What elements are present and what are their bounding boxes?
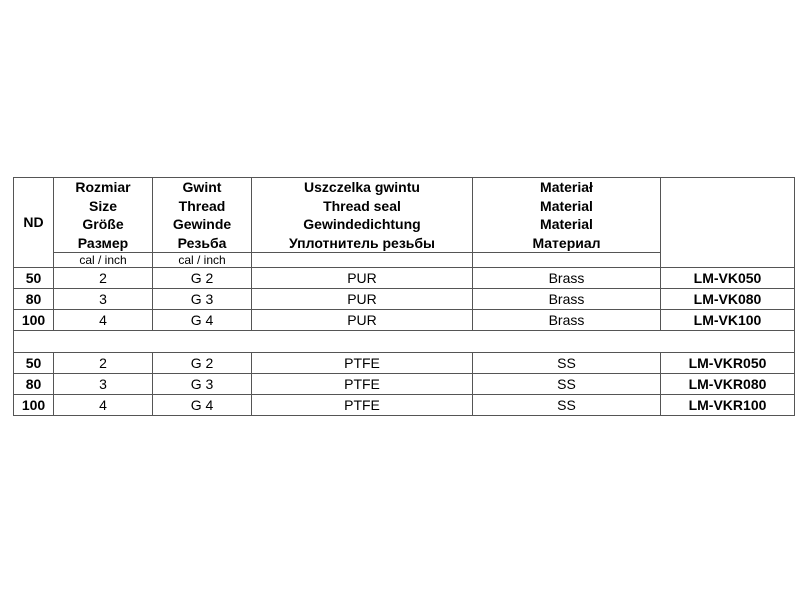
header-thread-seal: Uszczelka gwintu Thread seal Gewindedichtung Уплотнитель резьбы [252, 178, 473, 253]
cell-nd: 80 [14, 289, 54, 310]
header-size: Rozmiar Size Größe Размер [54, 178, 153, 253]
cell-code: LM-VKR050 [661, 353, 795, 374]
spacer-cell [14, 331, 795, 353]
cell-code: LM-VK100 [661, 310, 795, 331]
cell-code: LM-VK080 [661, 289, 795, 310]
header-row [14, 178, 795, 253]
cell-nd: 80 [14, 374, 54, 395]
cell-code: LM-VKR080 [661, 374, 795, 395]
cell-material: Brass [473, 289, 661, 310]
cell-nd: 100 [14, 395, 54, 416]
units-thread: cal / inch [153, 253, 252, 268]
cell-material: Brass [473, 310, 661, 331]
cell-seal: PTFE [252, 374, 473, 395]
cell-material: SS [473, 395, 661, 416]
table-row [14, 395, 795, 416]
table-row [14, 374, 795, 395]
cell-nd: 50 [14, 353, 54, 374]
cell-size: 2 [54, 268, 153, 289]
cell-seal: PUR [252, 310, 473, 331]
spec-table [13, 177, 795, 416]
cell-thread: G 4 [153, 310, 252, 331]
header-material: Materiał Material Material Материал [473, 178, 661, 253]
cell-size: 3 [54, 289, 153, 310]
units-seal [252, 253, 473, 268]
units-material [473, 253, 661, 268]
cell-thread: G 2 [153, 268, 252, 289]
cell-code: LM-VK050 [661, 268, 795, 289]
cell-code: LM-VKR100 [661, 395, 795, 416]
cell-nd: 100 [14, 310, 54, 331]
cell-material: SS [473, 374, 661, 395]
table-row [14, 268, 795, 289]
cell-thread: G 4 [153, 395, 252, 416]
table-row [14, 353, 795, 374]
cell-seal: PTFE [252, 353, 473, 374]
cell-thread: G 2 [153, 353, 252, 374]
header-nd: ND [14, 178, 54, 268]
header-thread: Gwint Thread Gewinde Резьба [153, 178, 252, 253]
cell-size: 4 [54, 310, 153, 331]
table-row [14, 310, 795, 331]
cell-material: SS [473, 353, 661, 374]
cell-seal: PTFE [252, 395, 473, 416]
cell-size: 3 [54, 374, 153, 395]
spacer-row [14, 331, 795, 353]
units-size: cal / inch [54, 253, 153, 268]
cell-seal: PUR [252, 289, 473, 310]
cell-thread: G 3 [153, 289, 252, 310]
table-row [14, 289, 795, 310]
cell-thread: G 3 [153, 374, 252, 395]
cell-size: 2 [54, 353, 153, 374]
header-code [661, 178, 795, 268]
cell-material: Brass [473, 268, 661, 289]
cell-size: 4 [54, 395, 153, 416]
cell-seal: PUR [252, 268, 473, 289]
cell-nd: 50 [14, 268, 54, 289]
